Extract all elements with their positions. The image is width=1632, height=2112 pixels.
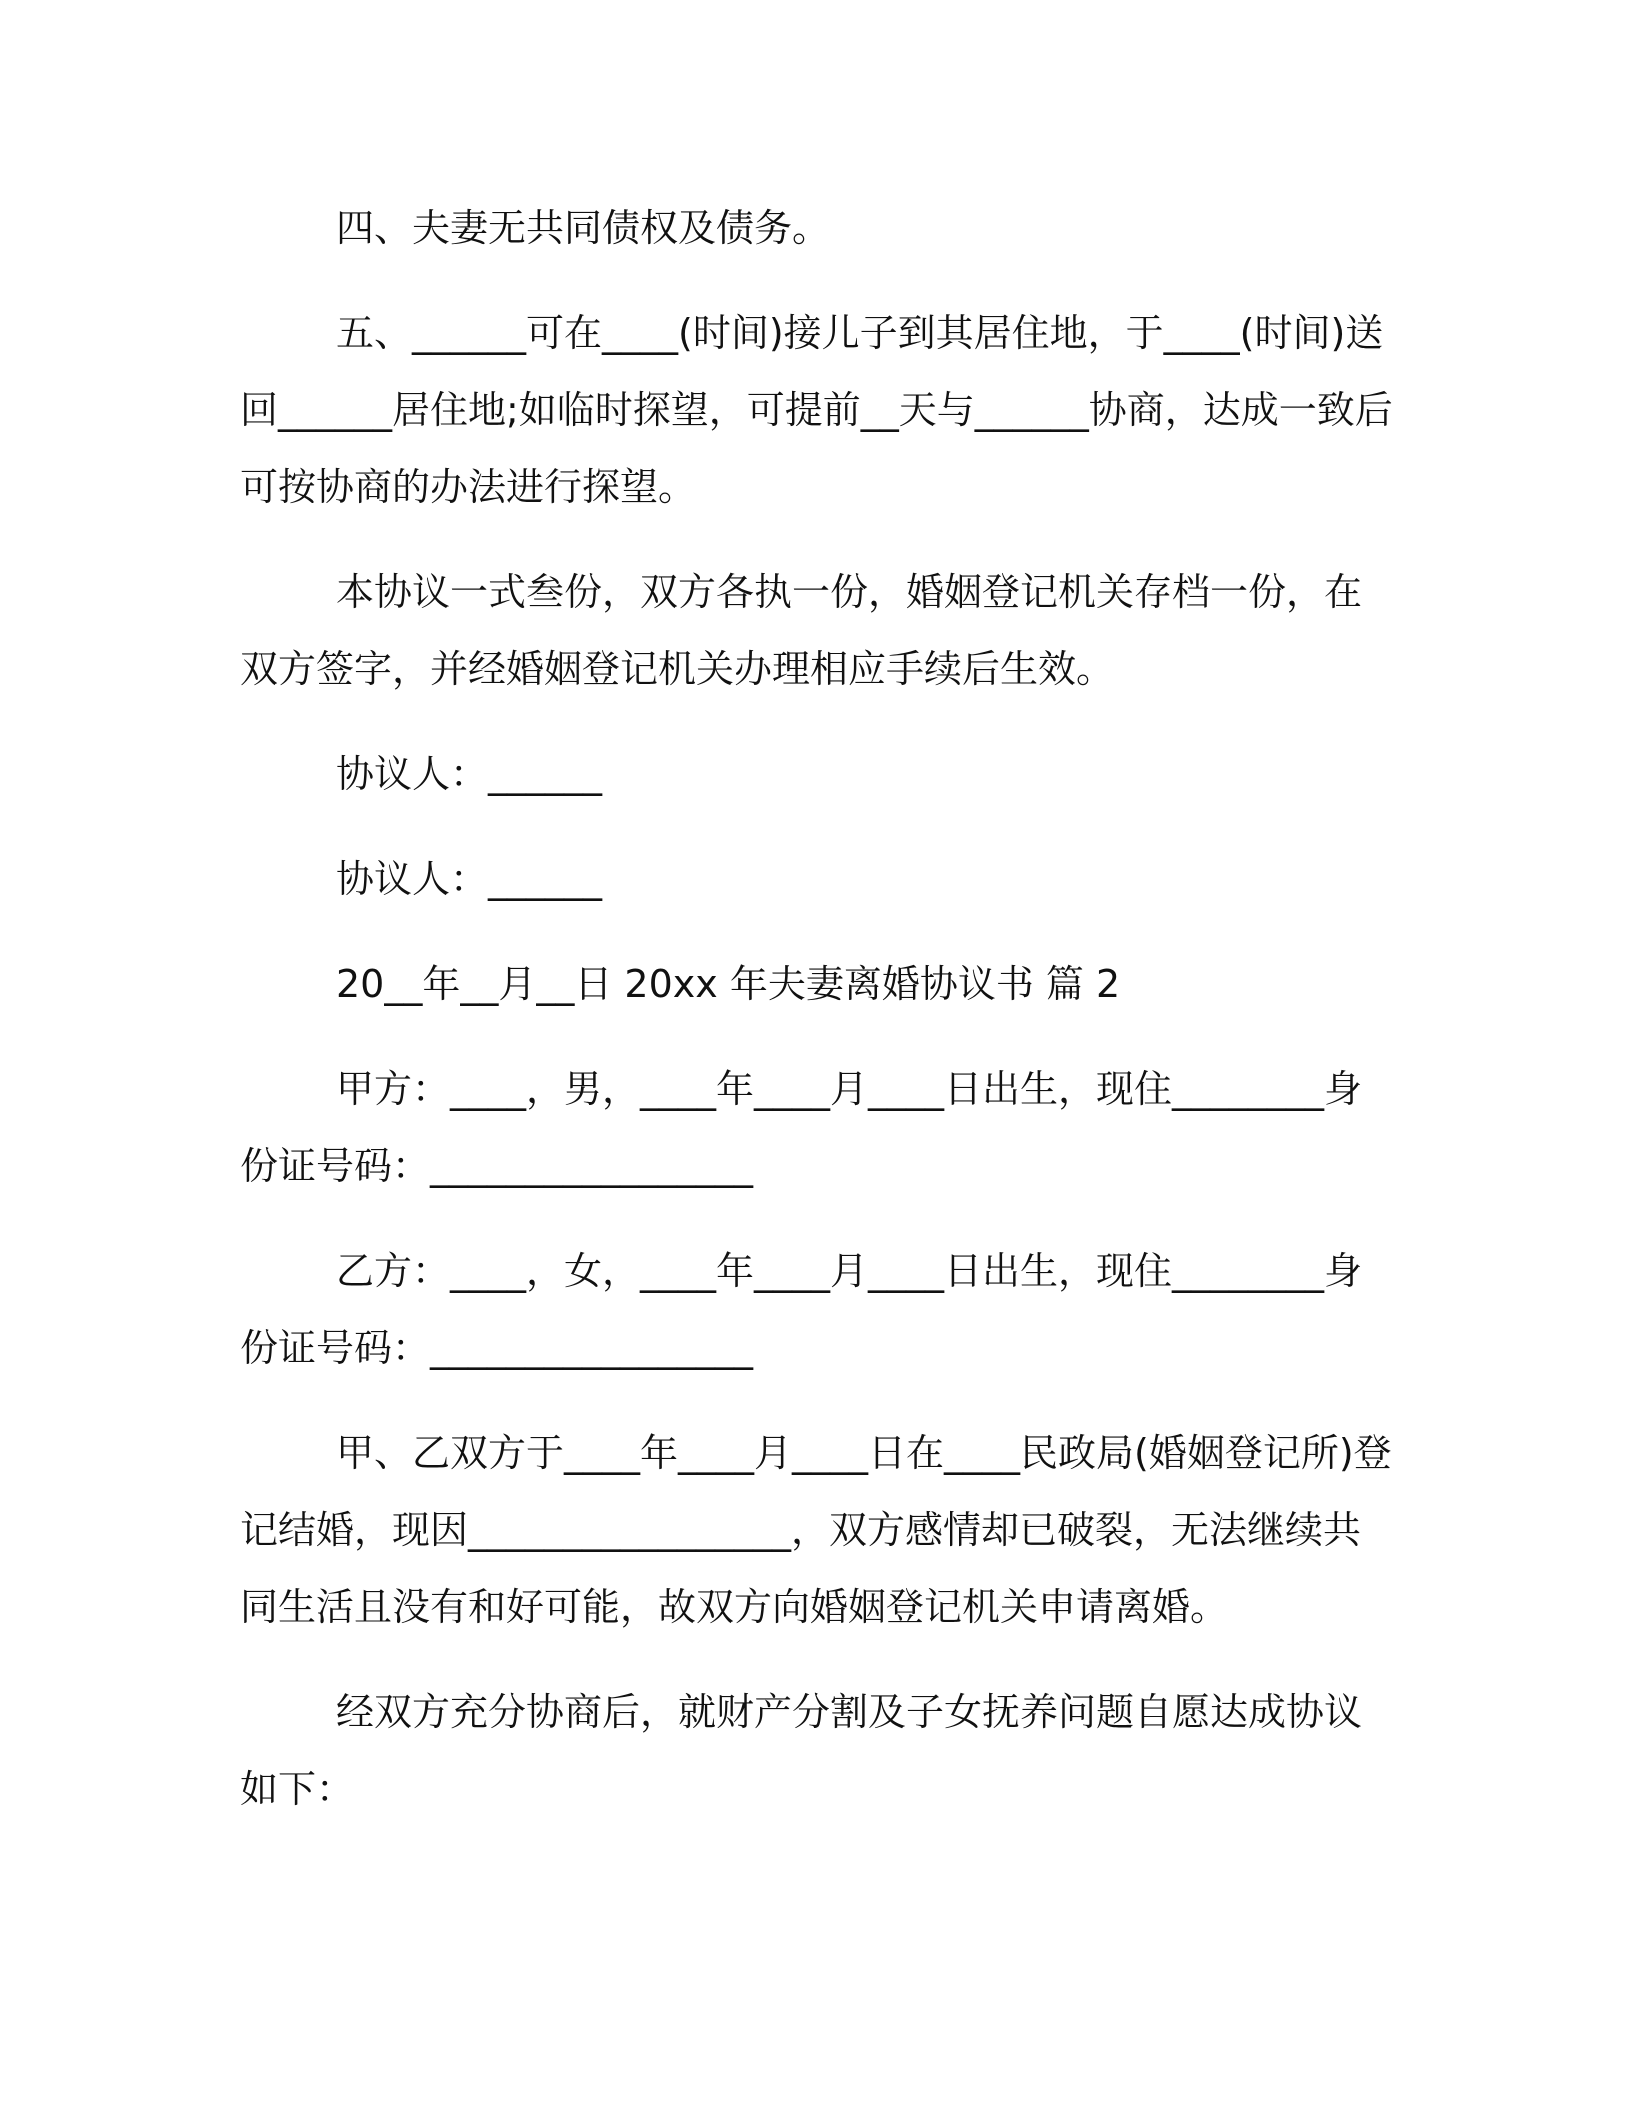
marriage-registration-paragraph: 甲、乙双方于____年____月____日在____民政局(婚姻登记所)登记结婚，现因_________________，双方感情却已破裂，无法继续共同生活且没有和好可能，故双方向婚姻登记机关申请离婚。 bbox=[240, 1431, 1392, 1629]
agreement-copies-note: 本协议一式叁份，双方各执一份，婚姻登记机关存档一份，在双方签字，并经婚姻登记机关办理相应手续后生效。 bbox=[240, 570, 1363, 691]
signatory-line-2: 协议人：______ bbox=[336, 857, 603, 901]
signatory-line-1: 协议人：______ bbox=[336, 752, 603, 796]
clause-five: 五、______可在____(时间)接儿子到其居住地，于____(时间)送回______居住地;如临时探望，可提前__天与______协商，达成一致后可按协商的办法进行探望。 bbox=[240, 311, 1393, 509]
document-body bbox=[240, 190, 1395, 1856]
date-and-section-title: 20__年__月__日 20xx 年夫妻离婚协议书 篇 2 bbox=[336, 962, 1121, 1006]
agreement-intro: 经双方充分协商后，就财产分割及子女抚养问题自愿达成协议如下： bbox=[240, 1690, 1363, 1811]
clause-four: 四、夫妻无共同债权及债务。 bbox=[336, 206, 831, 250]
party-a-info: 甲方：____，男，____年____月____日出生，现住________身份证号码：_________________ bbox=[240, 1067, 1363, 1188]
party-b-info: 乙方：____，女，____年____月____日出生，现住________身份证号码：_________________ bbox=[240, 1249, 1363, 1370]
